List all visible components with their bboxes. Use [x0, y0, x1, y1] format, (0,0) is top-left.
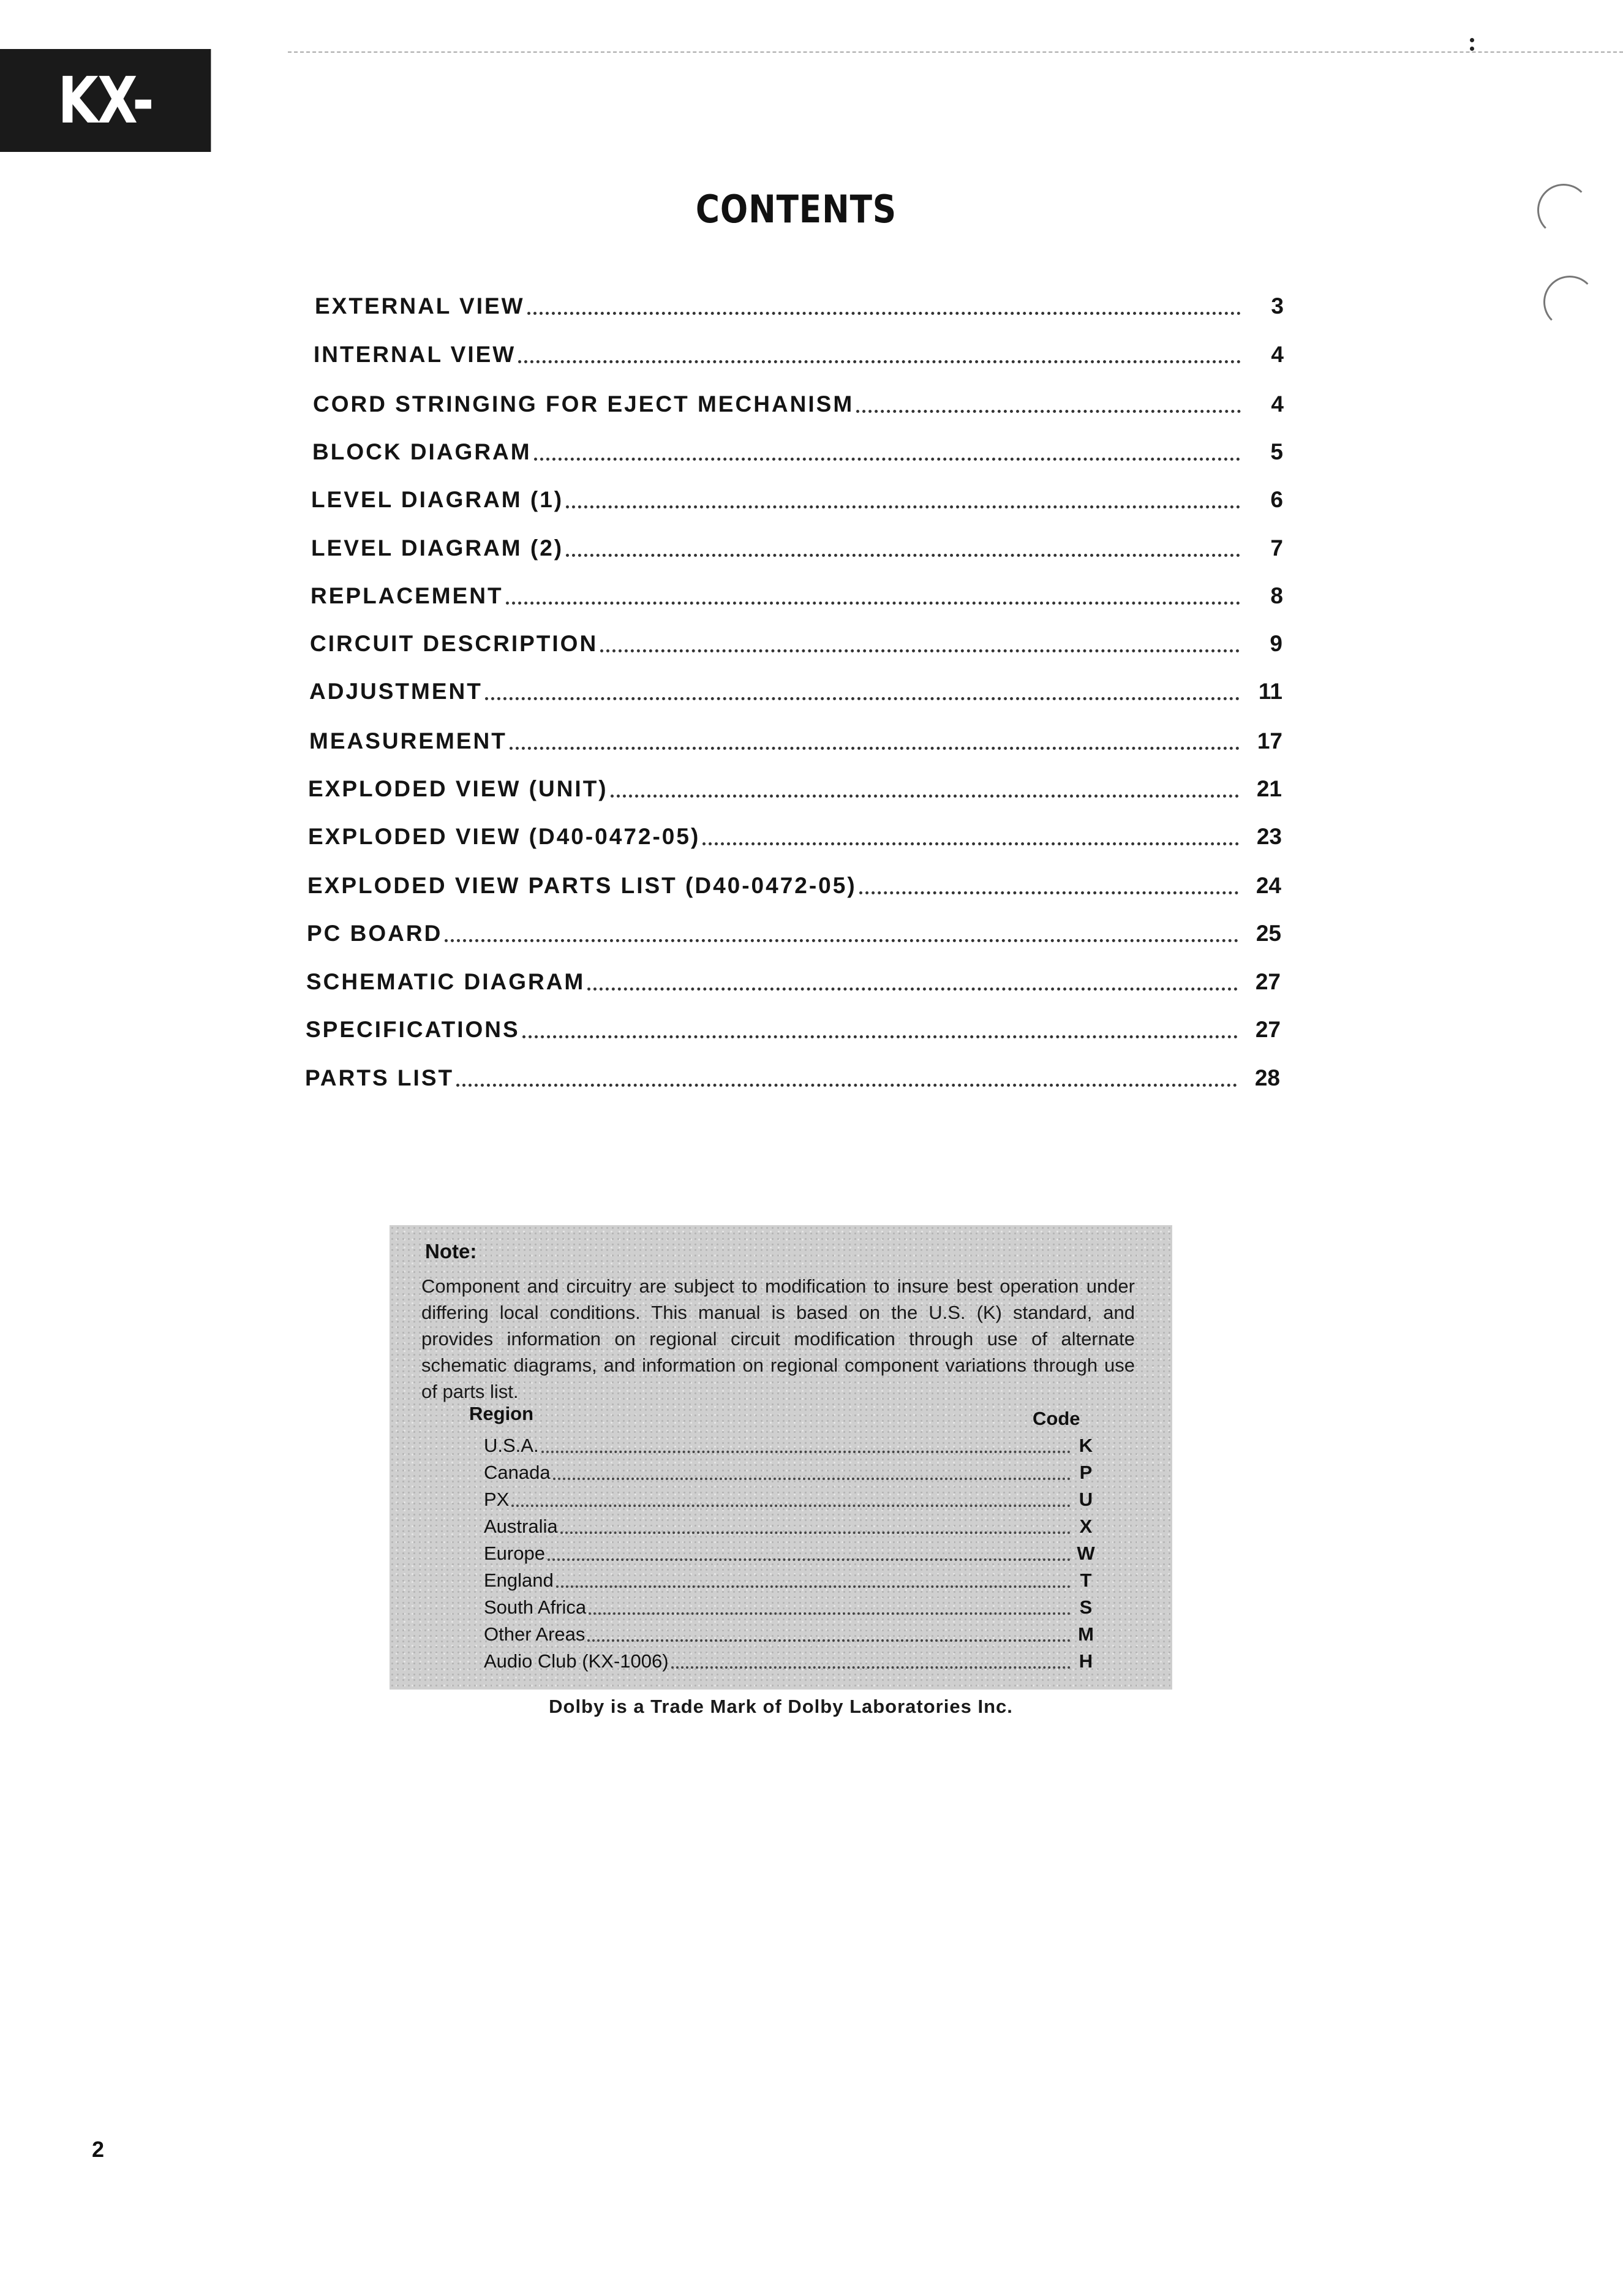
toc-entry[interactable]: [309, 718, 1282, 755]
toc-entry[interactable]: [313, 381, 1284, 418]
toc-leader: [522, 1035, 1238, 1038]
region-column-header: Region: [469, 1403, 534, 1424]
toc-entry-label: EXTERNAL VIEW: [315, 293, 525, 319]
region-name: South Africa: [484, 1596, 587, 1618]
toc-leader: [485, 697, 1240, 700]
region-name: England: [484, 1569, 554, 1591]
page-number: 2: [92, 2137, 105, 2162]
toc-leader: [587, 988, 1238, 991]
toc-entry[interactable]: [311, 525, 1283, 562]
toc-entry[interactable]: [306, 1006, 1281, 1043]
toc-entry-label: ADJUSTMENT: [309, 679, 483, 704]
region-row: [484, 1485, 1096, 1512]
region-leader: [671, 1666, 1071, 1669]
toc-entry[interactable]: [311, 477, 1283, 513]
region-name: PX: [484, 1489, 510, 1510]
region-code: W: [1077, 1543, 1095, 1564]
toc-leader: [445, 939, 1238, 942]
toc-entry-label: LEVEL DIAGRAM (1): [311, 487, 564, 512]
region-code: X: [1079, 1516, 1093, 1537]
toc-entry-page: 21: [1256, 776, 1282, 801]
toc-leader: [566, 505, 1240, 508]
toc-entry[interactable]: [311, 573, 1283, 610]
toc-entry-page: 6: [1270, 487, 1283, 512]
model-badge: KX-1060: [0, 49, 211, 152]
region-code: T: [1080, 1569, 1092, 1591]
region-row: [484, 1620, 1096, 1647]
region-row: [484, 1539, 1096, 1566]
region-name: Europe: [484, 1543, 545, 1564]
region-row: [484, 1647, 1096, 1674]
region-row: [484, 1512, 1096, 1539]
code-column-header: Code: [1033, 1408, 1080, 1429]
toc-entry-label: INTERNAL VIEW: [314, 342, 516, 367]
region-row: [484, 1431, 1096, 1458]
toc-entry-page: 5: [1270, 439, 1283, 464]
toc-leader: [859, 891, 1238, 894]
regional-note-box: [390, 1225, 1172, 1690]
toc-entry-label: LEVEL DIAGRAM (2): [311, 535, 564, 561]
region-leader: [587, 1639, 1071, 1642]
region-name: Other Areas: [484, 1623, 586, 1645]
region-leader: [548, 1558, 1071, 1561]
toc-entry-page: 25: [1256, 921, 1281, 946]
toc-entry-label: EXPLODED VIEW PARTS LIST (D40-0472-05): [307, 873, 857, 898]
toc-entry-label: SCHEMATIC DIAGRAM: [306, 969, 586, 994]
region-leader: [553, 1478, 1071, 1480]
region-row: [484, 1566, 1096, 1593]
toc-leader: [518, 360, 1241, 363]
toc-entry-label: CORD STRINGING FOR EJECT MECHANISM: [313, 391, 854, 417]
toc-leader: [566, 554, 1240, 557]
toc-entry[interactable]: [308, 766, 1282, 802]
region-code: M: [1078, 1623, 1094, 1645]
toc-entry[interactable]: [307, 910, 1281, 947]
region-name: Canada: [484, 1462, 551, 1483]
toc-entry-page: 17: [1257, 728, 1282, 753]
note-text: Component and circuitry are subject to modification to insure best operation under differing local conditions. This manual is based on the U.S. (K) standard, and provides information on regional circuit modification through use of alternate schematic diagrams, and information on regional component variations through use of parts list.: [421, 1275, 1135, 1402]
toc-entry[interactable]: [312, 429, 1283, 466]
toc-entry-page: 7: [1270, 535, 1283, 561]
region-name: Audio Club (KX-1006): [484, 1650, 669, 1672]
page-title: CONTENTS: [695, 187, 897, 232]
toc-entry-page: 11: [1258, 679, 1282, 704]
toc-entry-label: PARTS LIST: [305, 1065, 454, 1090]
toc-leader: [534, 458, 1240, 461]
toc-entry-page: 23: [1256, 824, 1282, 849]
region-code: U: [1079, 1489, 1093, 1510]
toc-leader: [611, 795, 1239, 798]
toc-entry-page: 9: [1270, 631, 1282, 656]
toc-entry-page: 27: [1255, 969, 1281, 994]
region-code: K: [1079, 1435, 1093, 1456]
toc-entry-label: SPECIFICATIONS: [306, 1017, 520, 1042]
region-code: H: [1079, 1650, 1093, 1672]
toc-entry[interactable]: [310, 621, 1282, 657]
note-heading: Note:: [425, 1240, 477, 1263]
toc-leader: [702, 842, 1239, 845]
toc-entry-label: BLOCK DIAGRAM: [312, 439, 532, 464]
toc-entry-page: 3: [1271, 293, 1284, 319]
region-leader: [560, 1531, 1071, 1534]
toc-leader: [600, 649, 1240, 652]
region-row: [484, 1458, 1096, 1485]
toc-entry-page: 4: [1271, 342, 1284, 367]
region-leader: [541, 1451, 1071, 1453]
region-leader: [556, 1585, 1071, 1588]
toc-entry[interactable]: [307, 863, 1281, 899]
toc-entry-page: 27: [1255, 1017, 1281, 1042]
toc-entry-label: EXPLODED VIEW (UNIT): [308, 776, 608, 801]
toc-entry-label: MEASUREMENT: [309, 728, 507, 753]
toc-entry[interactable]: [305, 1055, 1280, 1092]
toc-leader: [527, 312, 1241, 315]
region-leader: [511, 1505, 1071, 1507]
toc-entry-label: CIRCUIT DESCRIPTION: [310, 631, 598, 656]
toc-leader: [856, 410, 1241, 413]
region-code: P: [1079, 1462, 1093, 1483]
toc-entry-label: PC BOARD: [307, 921, 443, 946]
toc-entry-label: REPLACEMENT: [311, 583, 503, 608]
toc-entry[interactable]: [309, 668, 1282, 705]
toc-entry-page: 4: [1271, 391, 1284, 417]
toc-leader: [510, 747, 1240, 750]
toc-entry[interactable]: [308, 814, 1282, 850]
region-name: Australia: [484, 1516, 558, 1537]
region-code: S: [1079, 1596, 1093, 1618]
toc-entry[interactable]: [315, 283, 1284, 320]
toc-entry-page: 8: [1270, 583, 1283, 608]
toc-leader: [456, 1084, 1237, 1087]
toc-entry[interactable]: [306, 959, 1281, 995]
region-name: U.S.A.: [484, 1435, 539, 1456]
toc-entry[interactable]: [314, 331, 1284, 368]
toc-entry-label: EXPLODED VIEW (D40-0472-05): [308, 824, 701, 849]
region-row: [484, 1593, 1096, 1620]
toc-entry-page: 24: [1256, 873, 1281, 898]
trademark-notice: Dolby is a Trade Mark of Dolby Laboratories Inc.: [549, 1696, 1013, 1717]
region-leader: [589, 1612, 1071, 1615]
toc-leader: [506, 602, 1240, 605]
toc-entry-page: 28: [1254, 1065, 1280, 1090]
